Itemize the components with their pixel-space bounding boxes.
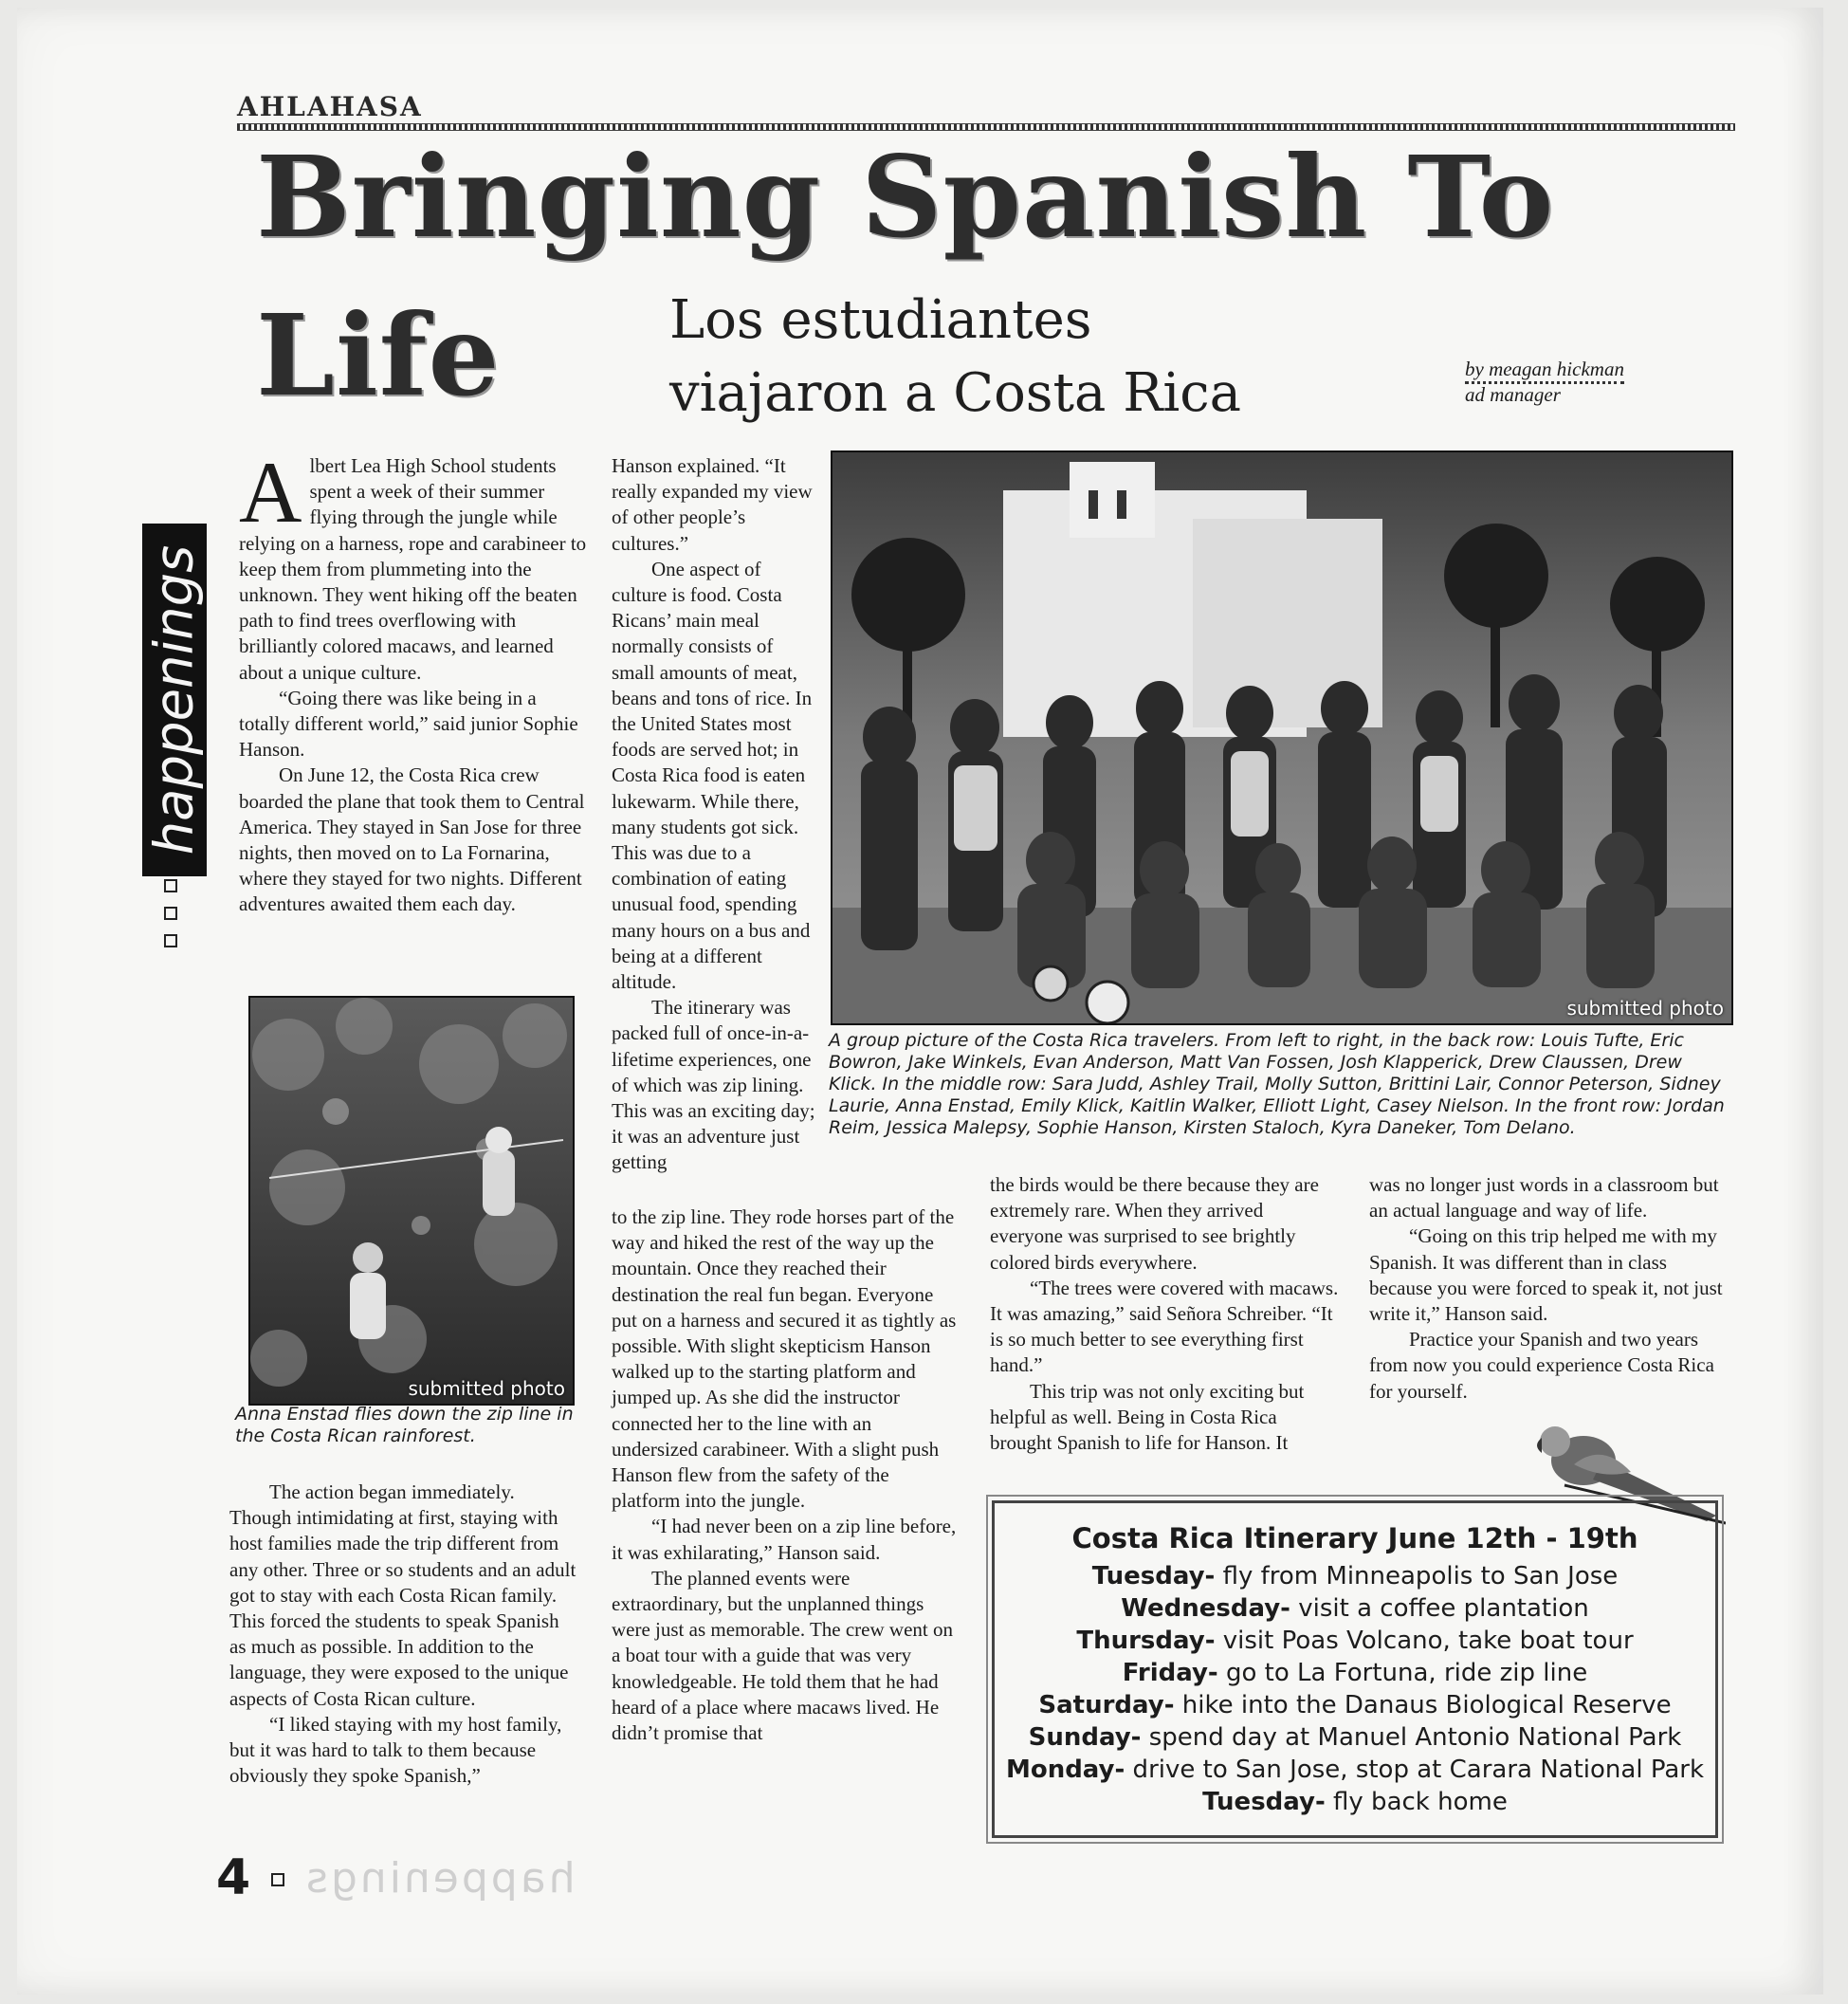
- paragraph: was no longer just words in a classroom but an actual language and way of life.: [1369, 1173, 1719, 1223]
- itinerary-day: Friday-: [1122, 1659, 1218, 1687]
- article-column-3: [990, 1172, 1341, 1456]
- itinerary-day: Sunday-: [1028, 1723, 1142, 1752]
- article-column-1-bottom: [229, 1480, 580, 1789]
- paragraph: the birds would be there because they are extremely rare. When they arrived everyone was surprised to see brightly colored birds everywhere.: [990, 1173, 1319, 1274]
- headline-line-1: Bringing Spanish To: [256, 131, 1555, 263]
- paragraph: lbert Lea High School students spent a week of their summer flying through the jungle while relying on a harness, rope and carabineer to keep them from plummeting into the unknown. They went hiking off the beaten path to find trees overflowing with brilliantly colored macaws, and learned about a unique culture.: [239, 454, 587, 684]
- itinerary-activity: visit Poas Volcano, take boat tour: [1215, 1627, 1634, 1655]
- itinerary-row: [995, 1560, 1715, 1592]
- paragraph: “Going there was like being in a totally different world,” said junior Sophie Hanson.: [239, 686, 578, 762]
- byline-role: ad manager: [1465, 383, 1561, 406]
- paragraph: to the zip line. They rode horses part of the way and hiked the rest of the way up the mountain. Once they reached their destination the real fun began. Everyone put on a harness and secured it as tightly as possible. With slight skepticism Hanson walked up to the starting platform and jumped up. As she did the instructor connected her to the line with an undersized carabineer. With a slight push Hanson flew from the safety of the platform into the jungle.: [612, 1205, 957, 1513]
- zip-line-photo-image: [250, 998, 573, 1404]
- itinerary-box: [992, 1500, 1718, 1838]
- itinerary-row: [995, 1657, 1715, 1689]
- paragraph: One aspect of culture is food. Costa Ricans’ main meal normally consists of small amounts of meat, beans and tons of rice. In the United States most foods are served hot; in Costa Rica food is eaten lukewarm. While there, many students got sick. This was due to a combination of eating unusual food, spending many hours on a bus and being at a different altitude.: [612, 557, 813, 994]
- itinerary-row: [995, 1786, 1715, 1818]
- paragraph: “Going on this trip helped me with my Spanish. It was different than in class because you were forced to speak it, not just write it,” Hanson said.: [1369, 1224, 1723, 1326]
- itinerary-activity: visit a coffee plantation: [1290, 1594, 1589, 1623]
- bleed-through-text: happenings: [303, 1854, 576, 1903]
- group-photo: [831, 450, 1733, 1025]
- masthead-rule: [237, 123, 1735, 131]
- paragraph: Hanson explained. “It really expanded my view of other people’s cultures.”: [612, 454, 813, 555]
- itinerary-activity: go to La Fortuna, ride zip line: [1217, 1659, 1588, 1687]
- byline-author: by meagan hickman: [1465, 359, 1624, 384]
- masthead: AHLAHASA: [237, 91, 423, 122]
- itinerary-day: Saturday-: [1038, 1691, 1175, 1719]
- headline-line-2: Life: [256, 289, 501, 421]
- article-column-1-top: [239, 444, 590, 918]
- paragraph: This trip was not only exciting but helpful as well. Being in Costa Rica brought Spanish to life for Hanson. It: [990, 1379, 1305, 1455]
- paragraph: “I liked staying with my host family, but it was hard to talk to them because obviously they spoke Spanish,”: [229, 1712, 562, 1788]
- itinerary-title: Costa Rica Itinerary June 12th - 19th: [1071, 1522, 1638, 1554]
- itinerary-day: Wednesday-: [1121, 1594, 1290, 1623]
- itinerary-row: [995, 1592, 1715, 1625]
- itinerary-row: [995, 1689, 1715, 1721]
- drop-cap: A: [239, 444, 302, 541]
- square-bullet-icon: [164, 934, 177, 947]
- itinerary-day: Monday-: [1005, 1756, 1125, 1784]
- square-bullet-icon: [271, 1873, 284, 1886]
- itinerary-activity: fly from Minneapolis to San Jose: [1215, 1562, 1619, 1590]
- paragraph: On June 12, the Costa Rica crew boarded the plane that took them to Central America. They stayed in San Jose for three nights, then moved on to La Fornarina, where they stayed for two nights. Different adventures awaited them each day.: [239, 763, 585, 916]
- itinerary-row: [995, 1754, 1715, 1786]
- itinerary-row: [995, 1625, 1715, 1657]
- itinerary-activity: drive to San Jose, stop at Carara National Park: [1125, 1756, 1705, 1784]
- photo-credit: submitted photo: [1566, 997, 1724, 1020]
- square-bullet-icon: [164, 907, 177, 920]
- paragraph: The itinerary was packed full of once-in-a-lifetime experiences, one of which was zip lining. This was an exciting day; it was an adventure just getting: [612, 996, 815, 1174]
- itinerary-day: Thursday-: [1076, 1627, 1216, 1655]
- zip-line-caption: Anna Enstad flies down the zip line in the Costa Rican rainforest.: [235, 1404, 574, 1446]
- page-number: 4: [216, 1849, 251, 1906]
- section-tab: [142, 524, 207, 876]
- square-bullet-icon: [164, 879, 177, 892]
- itinerary-activity: fly back home: [1325, 1788, 1508, 1816]
- itinerary-day: Tuesday-: [1091, 1562, 1216, 1590]
- paragraph: “The trees were covered with macaws. It was amazing,” said Señora Schreiber. “It is so much better to see everything first hand.”: [990, 1276, 1339, 1377]
- itinerary-activity: hike into the Danaus Biological Reserve: [1174, 1691, 1672, 1719]
- zip-line-photo: [248, 996, 575, 1406]
- article-column-2-top: [612, 453, 815, 1176]
- photo-credit: submitted photo: [408, 1377, 565, 1400]
- article-column-4: [1369, 1172, 1729, 1405]
- paragraph: Practice your Spanish and two years from now you could experience Costa Rica for yourself.: [1369, 1328, 1714, 1403]
- group-photo-caption: A group picture of the Costa Rica travelers. From left to right, in the back row: Louis Tufte, Eric Bowron, Jake Winkels, Evan Anderson, Matt Van Fossen, Josh Klapperick, Drew Claussen, Drew Klick. In the middle row: Sara Judd, Ashley Trail, Molly Sutton, Brittini Lair, Connor Peterson, Sidney Laurie, Anna Enstad, Emily Klick, Kaitlin Walker, Elliott Light, Casey Nielson. In the front row: Jordan Reim, Jessica Malepsy, Sophie Hanson, Kirsten Staloch, Kyra Daneker, Tom Delano.: [829, 1030, 1725, 1138]
- paragraph: The action began immediately. Though intimidating at first, staying with host families made the trip different from any other. Three or so students and an adult got to stay with each Costa Rican family. This forced the students to speak Spanish as much as possible. In addition to the language, they were exposed to the unique aspects of Costa Rican culture.: [229, 1480, 576, 1710]
- deck-line-1: Los estudiantes: [669, 289, 1092, 351]
- deck-line-2: viajaron a Costa Rica: [669, 362, 1242, 424]
- itinerary-day: Tuesday-: [1202, 1788, 1326, 1816]
- group-photo-image: [833, 452, 1731, 1023]
- article-column-2-bottom: [612, 1204, 962, 1746]
- itinerary-row: [995, 1721, 1715, 1754]
- byline: [1465, 359, 1624, 405]
- itinerary-activity: spend day at Manuel Antonio National Park: [1141, 1723, 1682, 1752]
- paragraph: “I had never been on a zip line before, it was exhilarating,” Hanson said.: [612, 1515, 957, 1564]
- paragraph: The planned events were extraordinary, but the unplanned things were just as memorable. The crew went on a boat tour with a guide that was very knowledgeable. He told them that he had heard of a place where macaws lived. He didn’t promise that: [612, 1566, 953, 1745]
- section-tab-label: happenings: [143, 544, 206, 855]
